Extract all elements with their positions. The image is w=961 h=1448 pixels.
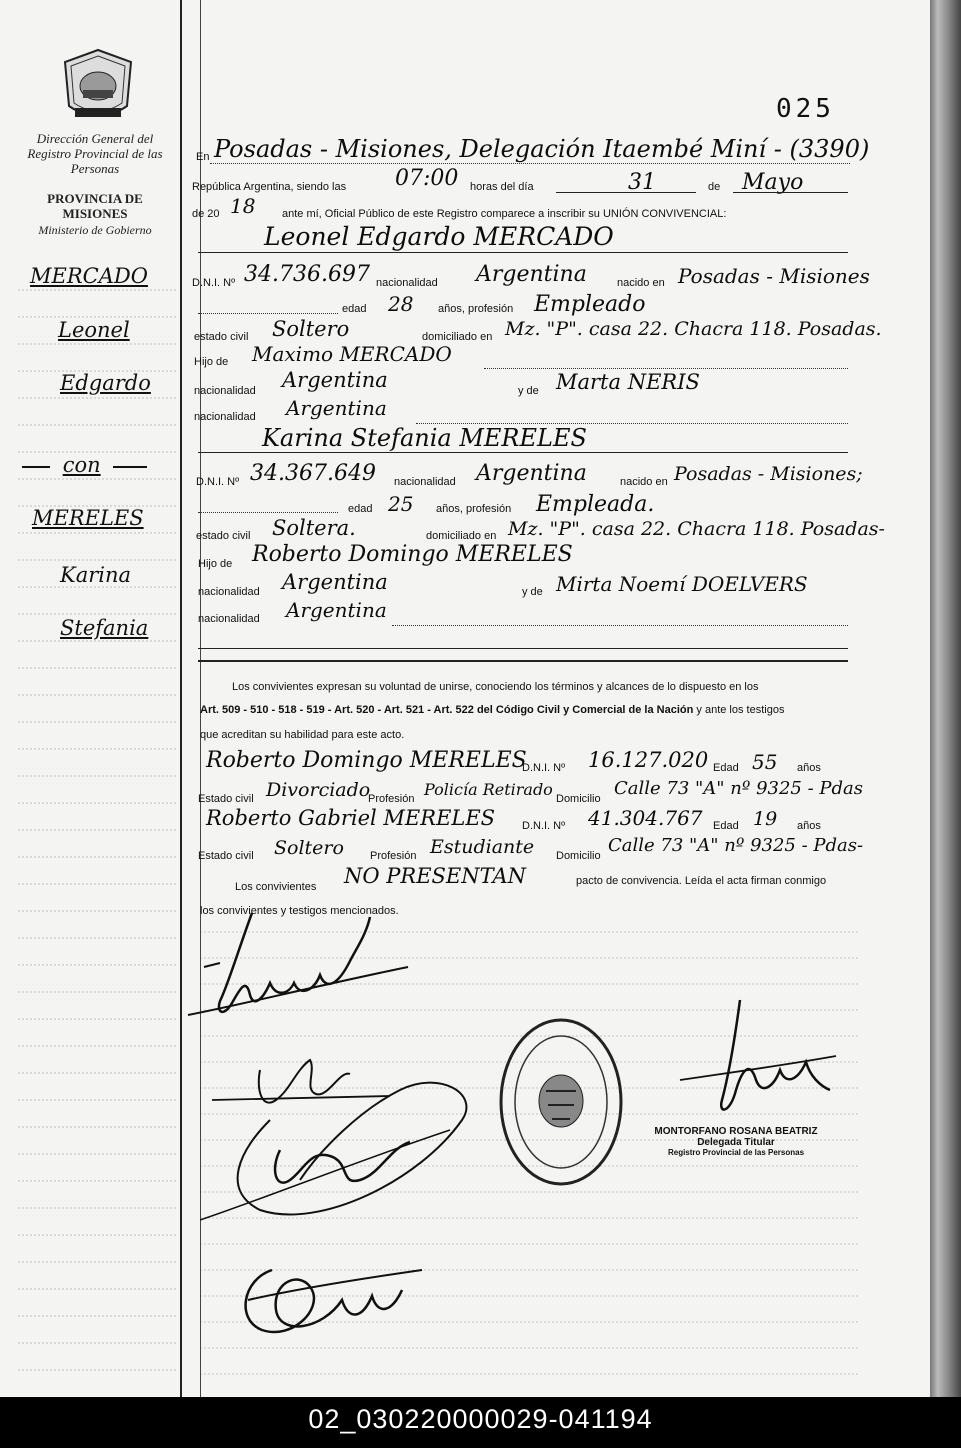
official-office: Registro Provincial de las Personas (667, 1148, 805, 1157)
label-dni: D.N.I. Nº (522, 820, 566, 832)
margin-note-name-1: Leonel (58, 318, 130, 342)
label-estado-civil: Estado civil (198, 793, 254, 805)
witness2-profession: Estudiante (430, 836, 535, 858)
label-en: En (196, 151, 210, 163)
label-nacionalidad: nacionalidad (194, 385, 256, 397)
person1-dni: 34.736.697 (244, 262, 370, 287)
signature-1-graphic (180, 905, 420, 1040)
person2-birthplace: Posadas - Misiones; (674, 463, 863, 485)
label-estado-civil: estado civil (196, 530, 251, 542)
label-nacionalidad: nacionalidad (194, 411, 256, 423)
label-nacido-en: nacido en (620, 476, 668, 488)
label-hijo-de: Hijo de (198, 558, 233, 570)
line (198, 452, 848, 453)
label-nacionalidad: nacionalidad (198, 613, 260, 625)
act-time: 07:00 (395, 166, 459, 191)
line (198, 512, 338, 513)
label-anos: años (797, 762, 821, 774)
margin-note-name-3: Karina (60, 563, 132, 587)
official-name: MONTORFANO ROSANA BEATRIZ (654, 1126, 818, 1137)
line (198, 648, 848, 649)
person2-mother-nationality: Argentina (286, 598, 387, 622)
person2-father-nationality: Argentina (282, 570, 388, 594)
declaration-line-2-rest: y ante los testigos (696, 704, 785, 716)
page-binding-edge (930, 0, 961, 1397)
pacto-line-2: los convivientes y testigos mencionados. (200, 905, 399, 917)
label-y-de: y de (522, 586, 543, 598)
label-profesion: Profesión (368, 793, 415, 805)
act-month: Mayo (742, 170, 804, 195)
label-profesion: Profesión (370, 850, 417, 862)
person1-mother: Marta NERIS (556, 370, 700, 394)
label-ante: ante mí, Oficial Público de este Registro comparece a inscribir su UNIÓN CONVIVENCIAL: (282, 208, 727, 220)
declaration-line-3: que acreditan su habilidad para este acto. (200, 729, 405, 741)
person1-age: 28 (388, 292, 414, 316)
person1-address: Mz. "P". casa 22. Chacra 118. Posadas. (505, 318, 882, 340)
label-de-20: de 20 (192, 208, 220, 220)
label-domiciliado-en: domiciliado en (426, 530, 497, 542)
line (198, 660, 848, 662)
witness1-age: 55 (752, 750, 778, 774)
folio-number: 025 (776, 94, 835, 124)
label-y-de: y de (518, 385, 539, 397)
province-coat-of-arms-logo (57, 48, 139, 126)
label-edad: edad (342, 303, 367, 315)
declaration-line-2 (200, 704, 784, 716)
person1-father: Maximo MERCADO (252, 342, 452, 366)
person2-father: Roberto Domingo MERELES (252, 542, 573, 567)
official-signature-block (646, 1126, 826, 1157)
label-domicilio: Domicilio (556, 793, 601, 805)
act-year-suffix: 18 (230, 194, 256, 218)
witness1-name: Roberto Domingo MERELES (206, 748, 527, 773)
person2-dni: 34.367.649 (250, 461, 376, 486)
label-nacionalidad: nacionalidad (376, 277, 438, 289)
label-horas: horas del día (470, 181, 534, 193)
person2-nationality: Argentina (476, 461, 587, 486)
line (198, 252, 848, 253)
witness1-address: Calle 73 "A" nº 9325 - Pdas (614, 778, 864, 799)
person2-age: 25 (388, 492, 414, 516)
person1-name: Leonel Edgardo MERCADO (264, 222, 614, 251)
margin-note-con-text: con (62, 453, 101, 477)
label-edad: Edad (713, 820, 739, 832)
agency-name: Dirección General del Registro Provincial de las Personas (27, 131, 163, 176)
witness1-profession: Policía Retirado (424, 780, 553, 799)
label-de: de (708, 181, 721, 193)
witness2-civil-status: Soltero (274, 837, 344, 859)
witness2-age: 19 (753, 808, 778, 830)
witness2-address: Calle 73 "A" nº 9325 - Pdas- (608, 835, 864, 856)
label-anos-profesion: años, profesión (438, 303, 514, 315)
person1-birthplace: Posadas - Misiones (678, 264, 870, 288)
margin-note-surname-1: MERCADO (30, 264, 148, 288)
label-edad: Edad (713, 762, 739, 774)
label-dni: D.N.I. Nº (192, 277, 236, 289)
label-nacionalidad: nacionalidad (198, 586, 260, 598)
person2-address: Mz. "P". casa 22. Chacra 118. Posadas- (508, 518, 885, 540)
person2-profession: Empleada. (536, 492, 655, 517)
line (556, 192, 696, 193)
witness2-name: Roberto Gabriel MERELES (206, 806, 496, 830)
signature-3-graphic (232, 1240, 432, 1360)
person2-civil-status: Soltera. (272, 516, 356, 540)
document-identifier: 02_030220000029-041194 (308, 1404, 653, 1434)
province-name: PROVINCIA DE MISIONES (47, 191, 143, 221)
official-signature-graphic (660, 990, 840, 1130)
person2-name: Karina Stefania MERELES (262, 424, 587, 452)
person1-profession: Empleado (534, 292, 646, 317)
line (210, 163, 850, 164)
pacto-suffix: pacto de convivencia. Leída el acta firman conmigo (576, 875, 827, 887)
label-dni: D.N.I. Nº (522, 762, 566, 774)
margin-note-name-2: Edgardo (60, 371, 151, 395)
label-edad: edad (348, 503, 373, 515)
label-estado-civil: Estado civil (198, 850, 254, 862)
pacto-value: NO PRESENTAN (344, 864, 527, 888)
label-anos-profesion: años, profesión (436, 503, 512, 515)
line (392, 625, 848, 626)
line (733, 192, 848, 193)
official-role: Delegada Titular (697, 1137, 775, 1148)
signature-2-graphic (200, 1030, 490, 1270)
witness1-dni: 16.127.020 (588, 748, 709, 772)
act-day: 31 (628, 170, 656, 195)
margin-note-name-4: Stefania (60, 616, 149, 640)
person1-civil-status: Soltero (272, 317, 350, 341)
declaration-line-1: Los convivientes expresan su voluntad de unirse, conociendo los términos y alcances de lo dispuesto en los (232, 681, 759, 693)
witness2-dni: 41.304.767 (588, 806, 703, 830)
person1-nationality: Argentina (476, 262, 587, 287)
label-domicilio: Domicilio (556, 850, 601, 862)
ministry-name: Ministerio de Gobierno (38, 223, 152, 237)
label-anos: años (797, 820, 821, 832)
line (198, 313, 338, 314)
registry-seal-stamp (496, 1015, 626, 1190)
margin-note-con (22, 453, 147, 477)
margin-note-surname-2: MERELES (32, 506, 144, 530)
label-estado-civil: estado civil (194, 331, 249, 343)
person2-mother: Mirta Noemí DOELVERS (556, 572, 808, 596)
articles-reference: Art. 509 - 510 - 518 - 519 - Art. 520 - Art. 521 - Art. 522 del Código Civil y Comercial de la Nación (200, 704, 694, 716)
act-place: Posadas - Misiones, Delegación Itaembé Miní - (3390) (214, 135, 870, 163)
label-domiciliado-en: domiciliado en (422, 331, 493, 343)
line (484, 368, 848, 369)
margin-rule (180, 0, 182, 1397)
label-hijo-de: Hijo de (194, 356, 229, 368)
label-republica: República Argentina, siendo las (192, 181, 347, 193)
person1-mother-nationality: Argentina (286, 396, 387, 420)
label-dni: D.N.I. Nº (196, 476, 240, 488)
witness1-civil-status: Divorciado (266, 779, 371, 801)
person1-father-nationality: Argentina (282, 368, 388, 392)
label-nacionalidad: nacionalidad (394, 476, 456, 488)
label-nacido-en: nacido en (617, 277, 665, 289)
label-convivientes: Los convivientes (235, 881, 317, 893)
